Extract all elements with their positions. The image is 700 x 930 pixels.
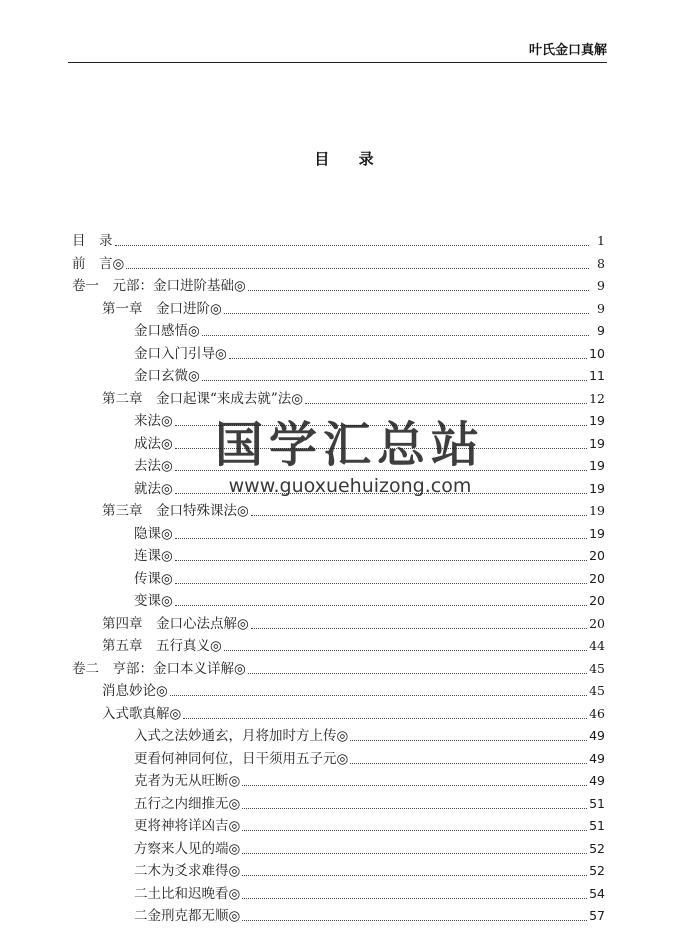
toc-entry-page: 12 xyxy=(589,390,605,406)
toc-heading: 目 录 xyxy=(314,150,386,168)
toc-entry[interactable] xyxy=(72,253,605,276)
toc-entry[interactable] xyxy=(72,748,605,771)
toc-entry[interactable] xyxy=(72,815,605,838)
toc-entry[interactable] xyxy=(72,320,605,343)
toc-entry-page: 10 xyxy=(589,345,605,361)
toc-entry-page: 54 xyxy=(589,885,605,901)
toc-entry[interactable] xyxy=(72,905,605,928)
toc-entry-page: 8 xyxy=(597,255,605,271)
toc-entry[interactable] xyxy=(72,568,605,591)
dot-leader xyxy=(248,289,589,291)
dot-leader xyxy=(115,244,590,246)
toc-entry-label: 卷一 元部：金口进阶基础◎ xyxy=(72,278,246,294)
toc-entry-page: 45 xyxy=(589,683,605,698)
dot-leader xyxy=(224,649,587,651)
dot-leader xyxy=(242,919,587,921)
dot-leader xyxy=(202,334,589,336)
toc-entry-label: 消息妙论◎ xyxy=(102,683,168,699)
toc-entry-label: 隐课◎ xyxy=(134,525,173,542)
toc-entry-page: 19 xyxy=(589,525,605,541)
running-header xyxy=(68,38,607,63)
toc-entry-page: 1 xyxy=(597,233,605,248)
toc-entry[interactable] xyxy=(72,343,605,366)
dot-leader xyxy=(175,492,587,494)
toc-entry-label: 金口入门引导◎ xyxy=(134,345,227,362)
dot-leader xyxy=(242,852,587,854)
toc-entry-label: 克者为无从旺断◎ xyxy=(134,773,241,789)
toc-entry[interactable] xyxy=(72,658,605,681)
toc-entry-label: 更将神将详凶吉◎ xyxy=(134,818,241,834)
dot-leader xyxy=(175,469,587,471)
toc-entry-page: 52 xyxy=(589,863,605,878)
toc-entry-page: 20 xyxy=(589,615,605,631)
dot-leader xyxy=(251,514,587,516)
toc-entry[interactable] xyxy=(72,725,605,748)
toc-entry[interactable] xyxy=(72,680,605,703)
toc-entry-label: 二土比和迟晚看◎ xyxy=(134,885,241,902)
toc-entry[interactable] xyxy=(72,455,605,478)
dot-leader xyxy=(126,267,589,269)
dot-leader xyxy=(242,807,587,809)
toc-entry-page: 9 xyxy=(597,323,605,338)
dot-leader xyxy=(350,762,587,764)
dot-leader xyxy=(229,357,587,359)
toc-entry-label: 卷二 亨部：金口本义详解◎ xyxy=(72,660,246,677)
toc-entry[interactable] xyxy=(72,770,605,793)
toc-entry-label: 五行之内细推无◎ xyxy=(134,795,241,812)
toc-entry-page: 9 xyxy=(597,278,605,293)
toc-entry-page: 46 xyxy=(589,705,605,721)
toc-entry-label: 目 录 xyxy=(72,233,113,249)
toc-entry-label: 成法◎ xyxy=(134,435,173,452)
toc-entry-page: 52 xyxy=(589,840,605,856)
toc-entry-page: 11 xyxy=(589,368,605,383)
toc-entry[interactable] xyxy=(72,590,605,613)
toc-entry[interactable] xyxy=(72,838,605,861)
table-of-contents xyxy=(72,230,605,928)
toc-entry-page: 51 xyxy=(589,818,605,833)
toc-entry-label: 前 言◎ xyxy=(72,255,125,272)
toc-entry-label: 第二章 金口起课“来成去就”法◎ xyxy=(102,390,304,407)
toc-entry-label: 就法◎ xyxy=(134,480,173,497)
dot-leader xyxy=(251,627,587,629)
toc-entry-page: 51 xyxy=(589,795,605,811)
dot-leader xyxy=(175,559,587,561)
toc-entry[interactable] xyxy=(72,275,605,298)
toc-entry-page: 49 xyxy=(589,728,605,743)
toc-entry[interactable] xyxy=(72,478,605,501)
book-title: 叶氏金口真解 xyxy=(528,43,607,58)
toc-entry-page: 44 xyxy=(589,638,605,653)
watermark-text: 国学汇总站 xyxy=(214,417,485,473)
toc-entry-label: 更看何神同何位，日干须用五子元◎ xyxy=(134,750,349,767)
dot-leader xyxy=(175,604,587,606)
toc-entry[interactable] xyxy=(72,388,605,411)
toc-entry-page: 20 xyxy=(589,593,605,608)
toc-entry-label: 传课◎ xyxy=(134,570,173,587)
dot-leader xyxy=(350,739,587,741)
watermark-url: www.guoxuehuizong.com xyxy=(228,475,472,497)
toc-entry[interactable] xyxy=(72,410,605,433)
dot-leader xyxy=(242,829,587,831)
dot-leader xyxy=(202,379,587,381)
toc-entry-page: 19 xyxy=(589,413,605,428)
dot-leader xyxy=(175,537,587,539)
dot-leader xyxy=(242,874,587,876)
toc-entry-page: 19 xyxy=(589,435,605,451)
toc-entry[interactable] xyxy=(72,613,605,636)
dot-leader xyxy=(175,582,587,584)
dot-leader xyxy=(224,312,589,314)
toc-entry-page: 20 xyxy=(589,548,605,563)
toc-entry-label: 二木为爻求难得◎ xyxy=(134,863,241,879)
toc-entry[interactable] xyxy=(72,860,605,883)
toc-entry-page: 49 xyxy=(589,750,605,766)
toc-entry-label: 第四章 金口心法点解◎ xyxy=(102,615,249,632)
toc-entry-page: 19 xyxy=(589,480,605,496)
dot-leader xyxy=(305,402,587,404)
toc-entry-label: 二金刑克都无顺◎ xyxy=(134,908,241,924)
toc-entry-label: 来法◎ xyxy=(134,413,173,429)
dot-leader xyxy=(183,717,587,719)
toc-entry[interactable] xyxy=(72,703,605,726)
toc-entry-page: 20 xyxy=(589,570,605,586)
toc-entry-page: 49 xyxy=(589,773,605,788)
dot-leader xyxy=(175,424,587,426)
toc-entry-label: 入式歌真解◎ xyxy=(102,705,182,722)
toc-entry-label: 变课◎ xyxy=(134,593,173,609)
dot-leader xyxy=(248,672,587,674)
toc-entry-label: 方察来人见的端◎ xyxy=(134,840,241,857)
toc-entry-label: 入式之法妙通玄，月将加时方上传◎ xyxy=(134,728,349,744)
toc-entry[interactable] xyxy=(72,298,605,321)
toc-entry[interactable] xyxy=(72,500,605,523)
toc-entry[interactable] xyxy=(72,635,605,658)
dot-leader xyxy=(170,694,587,696)
toc-entry-page: 45 xyxy=(589,660,605,676)
dot-leader xyxy=(242,897,587,899)
toc-entry-label: 去法◎ xyxy=(134,458,173,474)
toc-entry-label: 连课◎ xyxy=(134,548,173,564)
toc-entry[interactable] xyxy=(72,883,605,906)
toc-entry-label: 金口玄微◎ xyxy=(134,368,200,384)
toc-entry-label: 第一章 金口进阶◎ xyxy=(102,300,222,317)
toc-entry-page: 9 xyxy=(597,300,605,316)
toc-entry[interactable] xyxy=(72,523,605,546)
toc-entry-page: 19 xyxy=(589,458,605,473)
toc-entry-label: 第三章 金口特殊课法◎ xyxy=(102,503,249,519)
dot-leader xyxy=(242,784,587,786)
toc-entry-label: 金口感悟◎ xyxy=(134,323,200,339)
toc-entry[interactable] xyxy=(72,365,605,388)
toc-entry[interactable] xyxy=(72,793,605,816)
toc-entry[interactable] xyxy=(72,545,605,568)
toc-entry-page: 57 xyxy=(589,908,605,923)
toc-entry-page: 19 xyxy=(589,503,605,518)
dot-leader xyxy=(175,447,587,449)
toc-entry[interactable] xyxy=(72,230,605,253)
toc-entry-label: 第五章 五行真义◎ xyxy=(102,638,222,654)
toc-entry[interactable] xyxy=(72,433,605,456)
